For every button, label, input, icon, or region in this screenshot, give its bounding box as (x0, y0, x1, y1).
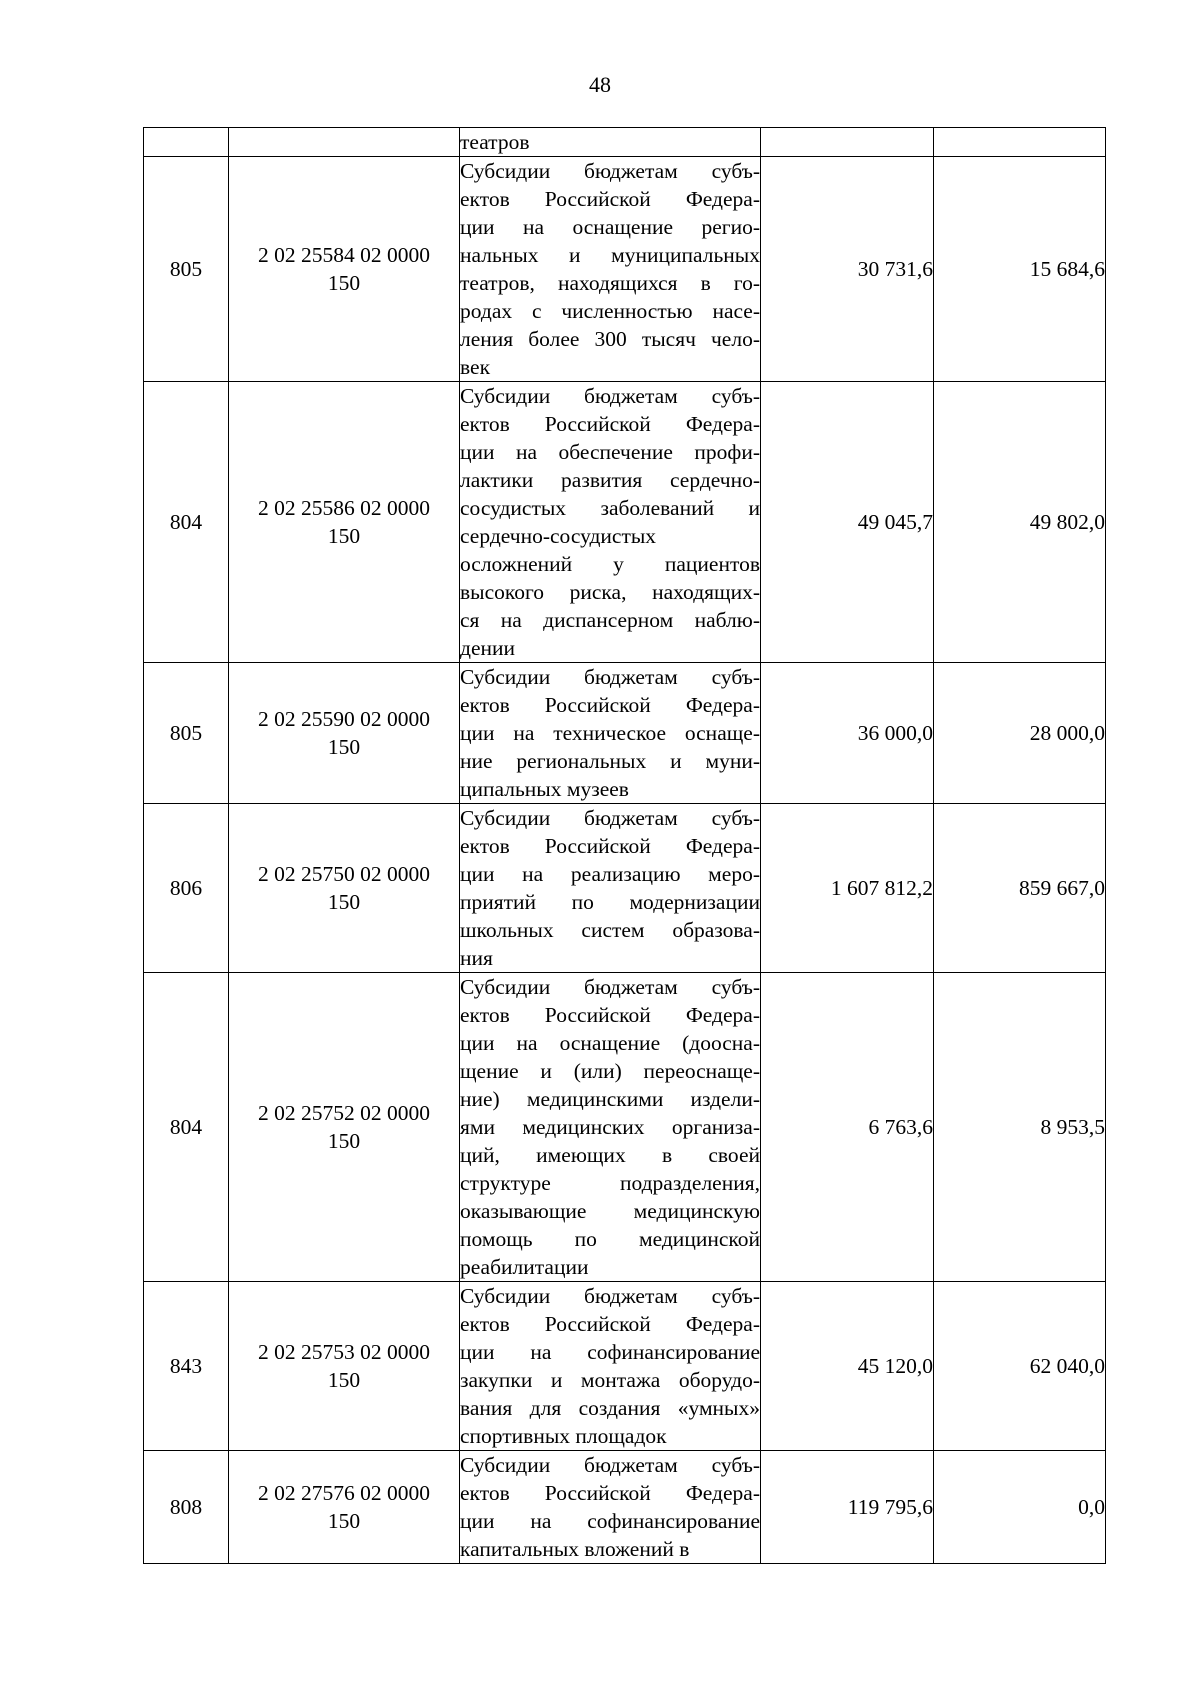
description-cell (460, 157, 761, 382)
amount-cell: 0,0 (934, 1451, 1106, 1564)
description-cell (460, 804, 761, 973)
code-line: 2 02 25590 02 0000 (258, 707, 430, 731)
description-cell (460, 973, 761, 1282)
description-line: осложнений у пациентов (460, 552, 760, 576)
description-line: реабилитации (460, 1255, 589, 1279)
description-line: закупки и монтажа оборудо- (460, 1368, 760, 1392)
description-line: ние) медицинскими издели- (460, 1087, 760, 1111)
budget-classification-code-cell (229, 157, 460, 382)
table-row (144, 1451, 1106, 1564)
amount-cell: 36 000,0 (761, 663, 934, 804)
description-cell (460, 128, 761, 157)
amount-cell: 45 120,0 (761, 1282, 934, 1451)
description-line: нальных и муниципальных (460, 243, 760, 267)
chapter-code-cell (144, 128, 229, 157)
chapter-code-cell: 804 (144, 973, 229, 1282)
description-line: капитальных вложений в (460, 1537, 690, 1561)
budget-classification-code-cell (229, 382, 460, 663)
description-line: ектов Российской Федера- (460, 1003, 760, 1027)
description-line: ся на диспансерном наблю- (460, 608, 760, 632)
code-line: 150 (327, 890, 361, 914)
description-line: Субсидии бюджетам субъ- (460, 806, 760, 830)
description-line: щение и (или) переоснаще- (460, 1059, 760, 1083)
code-line: 150 (327, 735, 361, 759)
description-line: ции на софинансирование (460, 1509, 760, 1533)
code-line: 150 (327, 271, 361, 295)
code-line: 150 (327, 524, 361, 548)
code-line: 150 (327, 1509, 361, 1533)
description-line: приятий по модернизации (460, 890, 760, 914)
description-line: ции на софинансирование (460, 1340, 760, 1364)
description-line: театров, находящихся в го- (460, 271, 760, 295)
amount-cell (934, 128, 1106, 157)
amount-cell: 62 040,0 (934, 1282, 1106, 1451)
description-line: структуре подразделения, (460, 1171, 760, 1195)
amount-cell: 28 000,0 (934, 663, 1106, 804)
description-line: лактики развития сердечно- (460, 468, 760, 492)
description-cell (460, 1282, 761, 1451)
amount-cell: 49 802,0 (934, 382, 1106, 663)
page-number: 48 (589, 72, 611, 97)
amount-cell: 6 763,6 (761, 973, 934, 1282)
description-line: Субсидии бюджетам субъ- (460, 384, 760, 408)
table-row (144, 973, 1106, 1282)
amount-cell: 859 667,0 (934, 804, 1106, 973)
chapter-code-cell: 805 (144, 663, 229, 804)
description-line: ектов Российской Федера- (460, 412, 760, 436)
description-line: родах с численностью насе- (460, 299, 760, 323)
description-line: Субсидии бюджетам субъ- (460, 1453, 760, 1477)
code-line: 2 02 25753 02 0000 (258, 1340, 430, 1364)
code-line: 2 02 25750 02 0000 (258, 862, 430, 886)
description-line: высокого риска, находящих- (460, 580, 760, 604)
table-row (144, 804, 1106, 973)
description-line: ектов Российской Федера- (460, 187, 760, 211)
description-cell (460, 382, 761, 663)
description-line: ния (460, 946, 493, 970)
description-line: ектов Российской Федера- (460, 834, 760, 858)
description-line: век (460, 355, 491, 379)
description-cell (460, 1451, 761, 1564)
table-row (144, 1282, 1106, 1451)
description-line: ции на реализацию меро- (460, 862, 760, 886)
budget-classification-code-cell (229, 663, 460, 804)
description-line: спортивных площадок (460, 1424, 667, 1448)
budget-classification-code-cell (229, 1451, 460, 1564)
budget-table (143, 127, 1106, 1564)
description-line: Субсидии бюджетам субъ- (460, 1284, 760, 1308)
amount-cell: 15 684,6 (934, 157, 1106, 382)
table-row (144, 382, 1106, 663)
table-row (144, 128, 1106, 157)
amount-cell (761, 128, 934, 157)
description-line: вания для создания «умных» (460, 1396, 760, 1420)
description-line: ции на оснащение регио- (460, 215, 760, 239)
description-line: ями медицинских организа- (460, 1115, 760, 1139)
budget-classification-code-cell (229, 973, 460, 1282)
code-line: 2 02 25586 02 0000 (258, 496, 430, 520)
amount-cell: 119 795,6 (761, 1451, 934, 1564)
code-line: 2 02 25584 02 0000 (258, 243, 430, 267)
description-line: ции на техническое оснаще- (460, 721, 760, 745)
table-body (144, 128, 1106, 1564)
description-line: сосудистых заболеваний и (460, 496, 760, 520)
description-line: ципальных музеев (460, 777, 629, 801)
table-row (144, 663, 1106, 804)
description-line: ления более 300 тысяч чело- (460, 327, 760, 351)
description-line: ектов Российской Федера- (460, 1481, 760, 1505)
description-line: ций, имеющих в своей (460, 1143, 760, 1167)
description-line: помощь по медицинской (460, 1227, 760, 1251)
budget-classification-code-cell (229, 128, 460, 157)
chapter-code-cell: 805 (144, 157, 229, 382)
amount-cell: 49 045,7 (761, 382, 934, 663)
budget-classification-code-cell (229, 1282, 460, 1451)
chapter-code-cell: 808 (144, 1451, 229, 1564)
description-line: дении (460, 636, 515, 660)
chapter-code-cell: 843 (144, 1282, 229, 1451)
description-line: ции на оснащение (доосна- (460, 1031, 760, 1055)
table-row (144, 157, 1106, 382)
description-line: оказывающие медицинскую (460, 1199, 760, 1223)
description-line: сердечно-сосудистых (460, 524, 657, 548)
amount-cell: 1 607 812,2 (761, 804, 934, 973)
description-cell (460, 663, 761, 804)
description-line: школьных систем образова- (460, 918, 760, 942)
description-line: ции на обеспечение профи- (460, 440, 760, 464)
description-line: ние региональных и муни- (460, 749, 760, 773)
code-line: 2 02 27576 02 0000 (258, 1481, 430, 1505)
code-line: 150 (327, 1129, 361, 1153)
description-line: театров (460, 130, 530, 154)
amount-cell: 8 953,5 (934, 973, 1106, 1282)
chapter-code-cell: 806 (144, 804, 229, 973)
amount-cell: 30 731,6 (761, 157, 934, 382)
description-line: Субсидии бюджетам субъ- (460, 159, 760, 183)
description-line: ектов Российской Федера- (460, 1312, 760, 1336)
description-line: ектов Российской Федера- (460, 693, 760, 717)
code-line: 150 (327, 1368, 361, 1392)
code-line: 2 02 25752 02 0000 (258, 1101, 430, 1125)
description-line: Субсидии бюджетам субъ- (460, 975, 760, 999)
description-line: Субсидии бюджетам субъ- (460, 665, 760, 689)
chapter-code-cell: 804 (144, 382, 229, 663)
budget-classification-code-cell (229, 804, 460, 973)
